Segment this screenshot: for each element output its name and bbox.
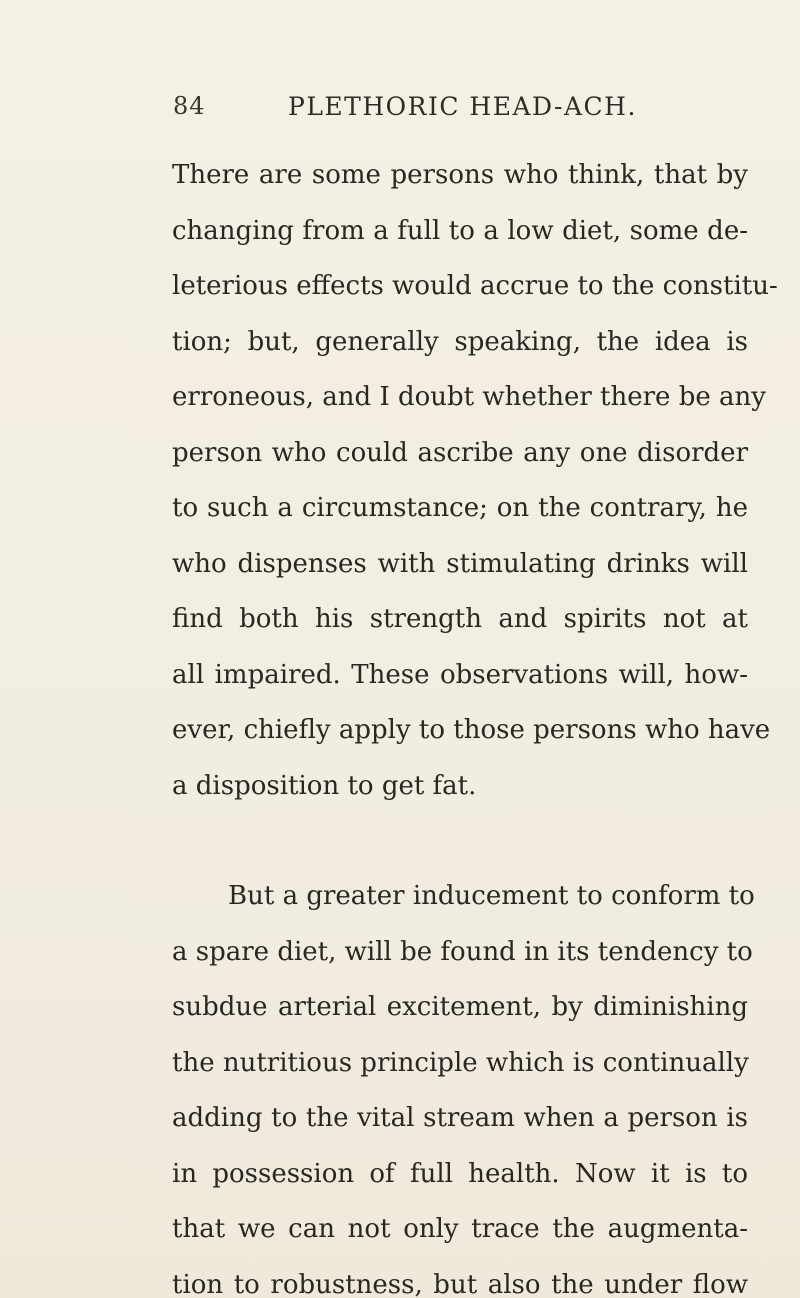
- text-line: all impaired. These observations will, how-: [172, 659, 748, 690]
- text-line: adding to the vital stream when a person is: [172, 1103, 748, 1133]
- running-head: PLETHORIC HEAD-ACH.: [288, 92, 637, 121]
- text-line: that we can not only trace the augmenta-: [172, 1214, 748, 1244]
- text-line: There are some persons who think, that by: [172, 160, 748, 190]
- text-line: find both his strength and spirits not at: [172, 604, 748, 634]
- text-line: a spare diet, will be found in its tendency to: [172, 936, 753, 967]
- text-line: changing from a full to a low diet, some de-: [172, 215, 748, 246]
- page-number: 84: [173, 92, 206, 120]
- paragraph-2: [172, 869, 755, 1298]
- page-header: [173, 92, 733, 132]
- text-line: the nutritious principle which is continually: [172, 1047, 749, 1078]
- text-line: a disposition to get fat.: [172, 770, 477, 801]
- paragraph-1: [172, 148, 778, 814]
- paragraph-spacer: [172, 814, 748, 869]
- text-line: tion; but, generally speaking, the idea is: [172, 326, 748, 357]
- text-line: in possession of full health. Now it is to: [172, 1158, 748, 1189]
- text-line: But a greater inducement to conform to: [228, 881, 755, 911]
- text-line: person who could ascribe any one disorder: [172, 437, 748, 468]
- text-line: tion to robustness, but also the under flow: [172, 1269, 748, 1298]
- text-line: erroneous, and I doubt whether there be any: [172, 382, 766, 412]
- text-line: subdue arterial excitement, by diminishing: [172, 992, 748, 1022]
- text-line: leterious effects would accrue to the constitu-: [172, 271, 778, 301]
- text-line: ever, chiefly apply to those persons who have: [172, 715, 771, 745]
- text-body: [172, 148, 778, 1298]
- text-line: to such a circumstance; on the contrary, he: [172, 493, 748, 523]
- text-line: who dispenses with stimulating drinks will: [172, 548, 748, 579]
